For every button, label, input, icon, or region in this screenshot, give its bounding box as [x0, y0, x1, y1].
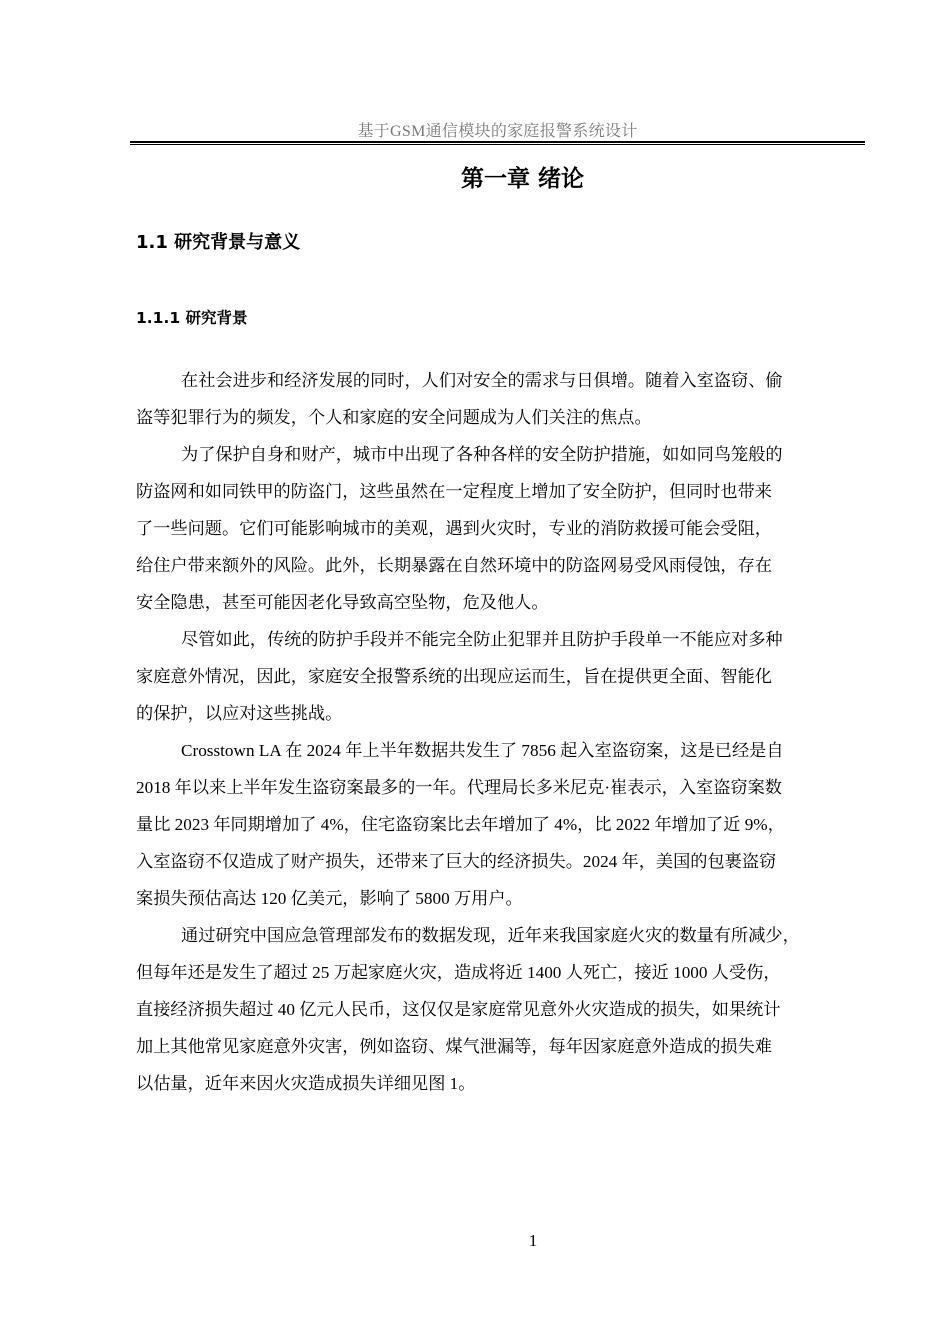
paragraph	[136, 440, 858, 625]
text-line: 为了保护自身和财产，城市中出现了各种各样的安全防护措施，如如同鸟笼般的	[181, 445, 783, 464]
text-line: 了一些问题。它们可能影响城市的美观，遇到火灾时，专业的消防救援可能会受阻，	[136, 519, 772, 538]
text-line: 但每年还是发生了超过 25 万起家庭火灾，造成将近 1400 人死亡，接近 1000 人受伤，	[136, 963, 781, 982]
text-line: 的保护，以应对这些挑战。	[136, 704, 343, 723]
running-header: 基于GSM通信模块的家庭报警系统设计	[357, 123, 638, 140]
text-line: 2018 年以来上半年发生盗窃案最多的一年。代理局长多米尼克·崔表示，入室盗窃案数	[136, 778, 782, 797]
page-number: 1	[528, 1231, 538, 1250]
text-line: 通过研究中国应急管理部发布的数据发现，近年来我国家庭火灾的数量有所减少，	[181, 926, 800, 945]
text-line: 安全隐患，甚至可能因老化导致高空坠物，危及他人。	[136, 593, 549, 612]
text-line: 家庭意外情况，因此，家庭安全报警系统的出现应运而生，旨在提供更全面、智能化	[136, 667, 772, 686]
paragraph	[136, 921, 858, 1106]
text-line: 防盗网和如同铁甲的防盗门，这些虽然在一定程度上增加了安全防护，但同时也带来	[136, 482, 772, 501]
section-heading: 1.1 研究背景与意义	[136, 232, 301, 253]
text-line: 加上其他常见家庭意外灾害，例如盗窃、煤气泄漏等，每年因家庭意外造成的损失难	[136, 1037, 772, 1056]
text-line: 尽管如此，传统的防护手段并不能完全防止犯罪并且防护手段单一不能应对多种	[181, 630, 783, 649]
text-line: 盗等犯罪行为的频发，个人和家庭的安全问题成为人们关注的焦点。	[136, 408, 652, 427]
text-line: Crosstown LA 在 2024 年上半年数据共发生了 7856 起入室盗窃案，这是已经是自	[181, 741, 784, 760]
text-line: 案损失预估高达 120 亿美元，影响了 5800 万用户。	[136, 889, 523, 908]
paragraph	[136, 366, 858, 440]
text-line: 量比 2023 年同期增加了 4%，住宅盗窃案比去年增加了 4%，比 2022 年增加了近 9%，	[136, 815, 785, 834]
text-line: 以估量，近年来因火灾造成损失详细见图 1。	[136, 1074, 476, 1093]
subsection-heading: 1.1.1 研究背景	[136, 309, 248, 327]
header-double-rule	[130, 141, 865, 145]
chapter-title: 第一章 绪论	[460, 166, 584, 192]
paragraph	[136, 625, 858, 736]
text-line: 给住户带来额外的风险。此外，长期暴露在自然环境中的防盗网易受风雨侵蚀，存在	[136, 556, 772, 575]
text-line: 在社会进步和经济发展的同时，人们对安全的需求与日俱增。随着入室盗窃、偷	[181, 371, 783, 390]
text-line: 入室盗窃不仅造成了财产损失，还带来了巨大的经济损失。2024 年，美国的包裹盗窃	[136, 852, 777, 871]
paragraph	[136, 736, 858, 921]
text-line: 直接经济损失超过 40 亿元人民币，这仅仅是家庭常见意外火灾造成的损失，如果统计	[136, 1000, 781, 1019]
body-text	[136, 366, 858, 1106]
